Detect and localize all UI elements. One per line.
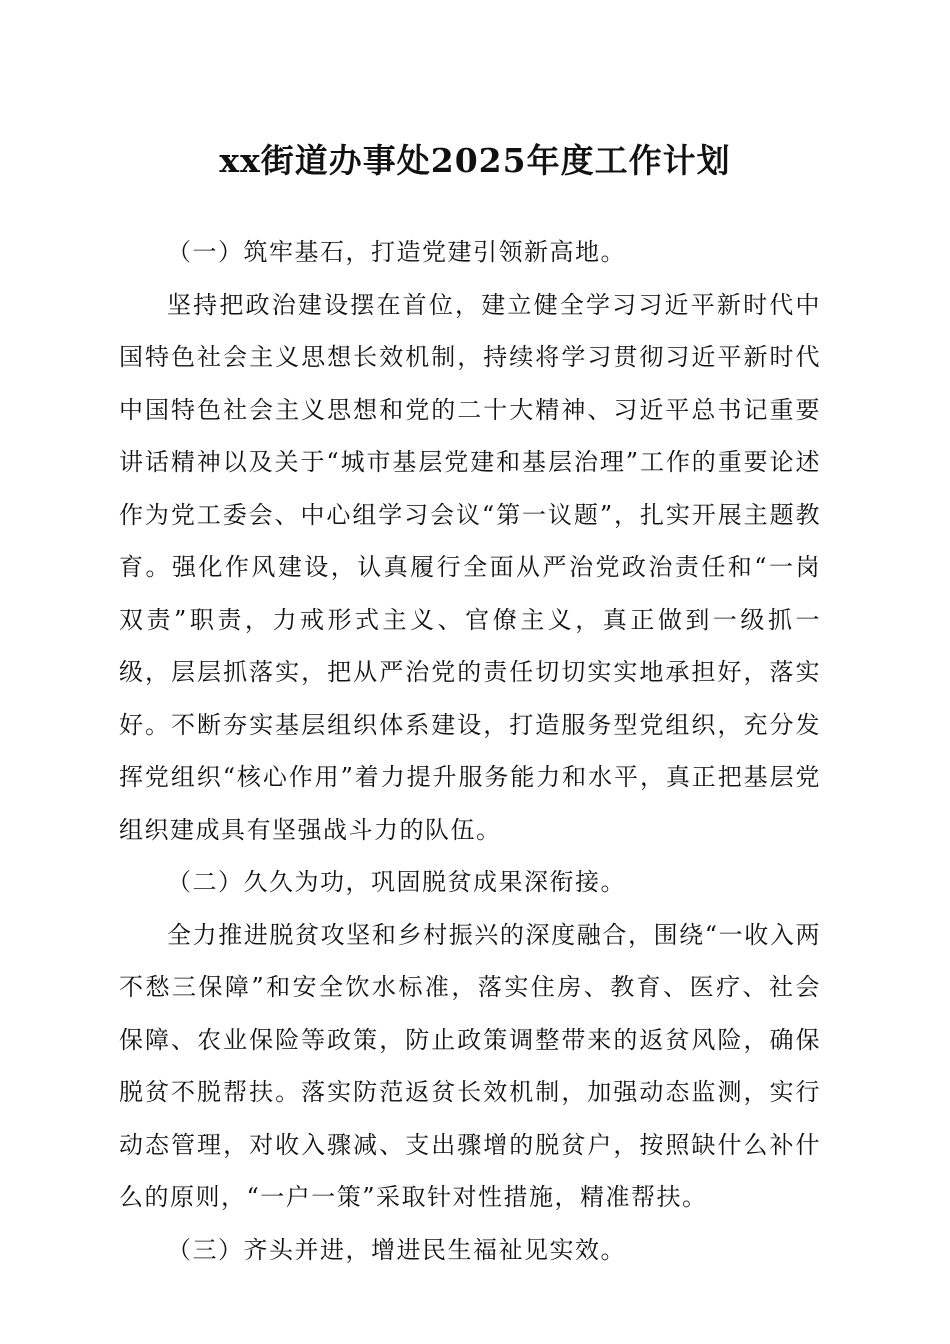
section-heading-2: （二）久久为功，巩固脱贫成果深衔接。 — [167, 868, 626, 896]
section-paragraph-1: 坚持把政治建设摆在首位，建立健全学习习近平新时代中国特色社会主义思想长效机制，持续将学习贯彻习近平新时代中国特色社会主义思想和党的二十大精神、习近平总书记重要讲话精神以及关于“城市基层党建和基层治理”工作的重要论述作为党工委会、中心组学习会议“第一议题”，扎实开展主题教育。强化作风建设，认真履行全面从严治党政治责任和“一岗双责”职责，力戒形式主义、官僚主义，真正做到一级抓一级，层层抓落实，把从严治党的责任切切实实地承担好，落实好。不断夯实基层组织体系建设，打造服务型党组织，充分发挥党组织“核心作用”着力提升服务能力和水平，真正把基层党组织建成具有坚强战斗力的队伍。 — [119, 290, 821, 844]
section-heading-1: （一）筑牢基石，打造党建引领新高地。 — [167, 238, 626, 266]
section-paragraph-2: 全力推进脱贫攻坚和乡村振兴的深度融合，围绕“一收入两不愁三保障”和安全饮水标准，落实住房、教育、医疗、社会保障、农业保险等政策，防止政策调整带来的返贫风险，确保脱贫不脱帮扶。落实防范返贫长效机制，加强动态监测，实行动态管理，对收入骤减、支出骤增的脱贫户，按照缺什么补什么的原则，“一户一策”采取针对性措施，精准帮扶。 — [119, 920, 821, 1211]
document-body — [119, 226, 821, 1276]
section-heading-3: （三）齐头并进，增进民生福祉见实效。 — [167, 1235, 626, 1264]
document-title: xx街道办事处2025年度工作计划 — [219, 141, 731, 180]
